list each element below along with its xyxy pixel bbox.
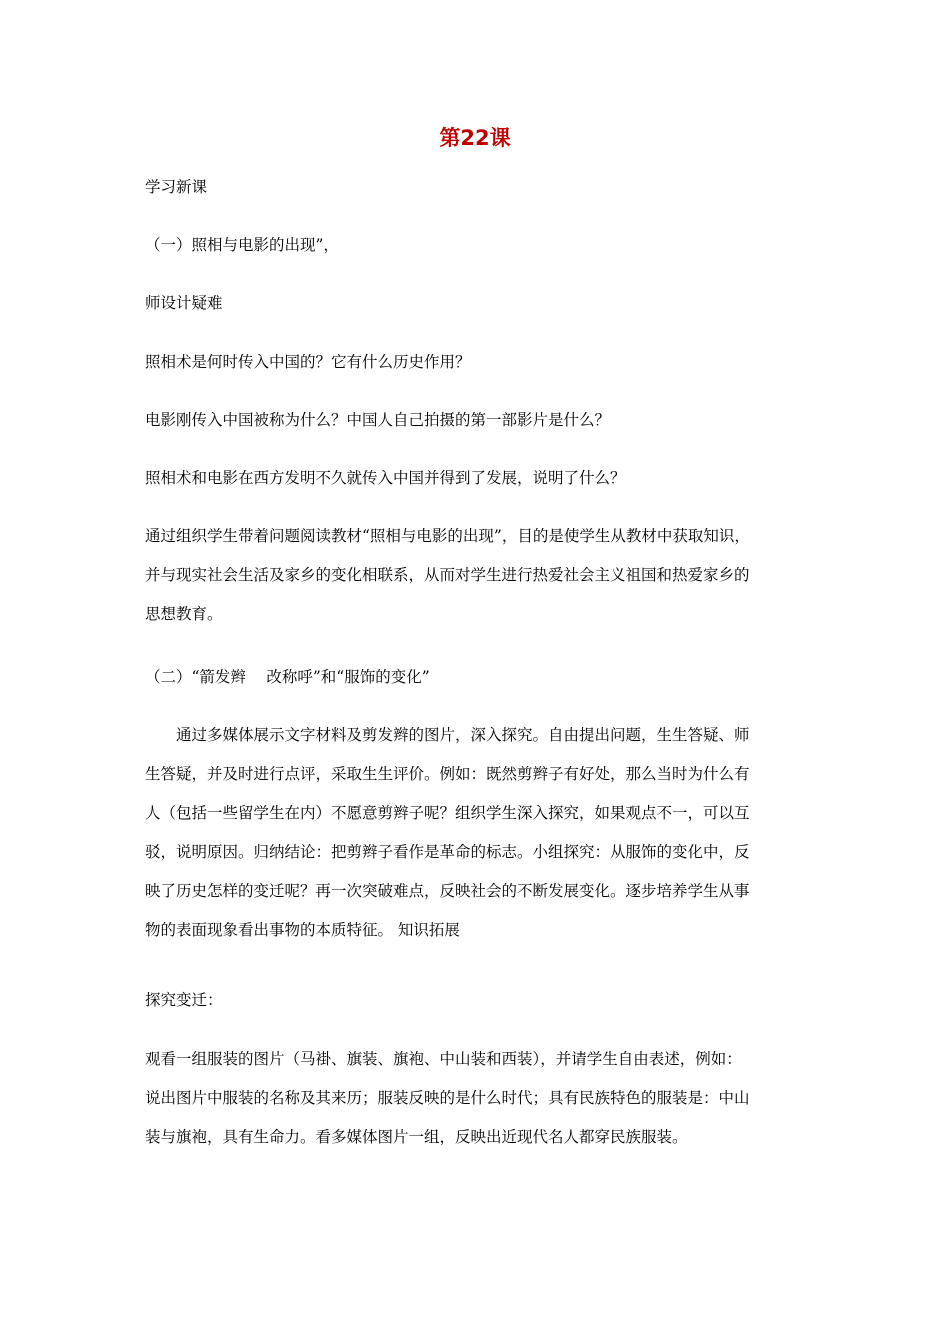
part2-body-line: 物的表面现象看出事物的本质特征。 知识拓展 <box>145 921 460 939</box>
section-heading: 学习新课 <box>145 178 208 196</box>
part2-body-line: 通过多媒体展示文字材料及剪发辫的图片，深入探究。自由提出问题，生生答疑、师 <box>176 726 750 744</box>
page-title: 第22课 <box>439 126 511 150</box>
extension-body <box>145 1040 813 1157</box>
part1-heading: （一）照相与电影的出现”， <box>145 236 339 254</box>
part2-body-line: 驳，说明原因。归纳结论：把剪辫子看作是革命的标志。小组探究：从服饰的变化中，反 <box>145 843 750 861</box>
part2-body-line: 生答疑，并及时进行点评，采取生生评价。例如：既然剪辫子有好处，那么当时为什么有 <box>145 765 750 783</box>
question-3: 照相术和电影在西方发明不久就传入中国并得到了发展，说明了什么？ <box>145 469 626 487</box>
part2-body-line: 映了历史怎样的变迁呢？再一次突破难点，反映社会的不断发展变化。逐步培养学生从事 <box>145 882 750 900</box>
extension-body-line: 说出图片中服装的名称及其来历；服装反映的是什么时代；具有民族特色的服装是：中山 <box>145 1089 750 1107</box>
teacher-label: 师设计疑难 <box>145 294 223 312</box>
part1-summary-line: 并与现实社会生活及家乡的变化相联系，从而对学生进行热爱社会主义祖国和热爱家乡的 <box>145 566 750 584</box>
part2-body-line: 人（包括一些留学生在内）不愿意剪辫子呢？组织学生深入探究，如果观点不一，可以互 <box>145 804 750 822</box>
question-1: 照相术是何时传入中国的？它有什么历史作用？ <box>145 353 471 371</box>
extension-heading: 探究变迁： <box>145 991 223 1009</box>
part2-body <box>145 716 813 950</box>
part1-summary <box>145 517 813 634</box>
part2-heading: （二）“箭发辫 改称呼”和“服饰的变化” <box>145 668 430 686</box>
extension-body-line: 观看一组服装的图片（马褂、旗装、旗袍、中山装和西装），并请学生自由表述，例如： <box>145 1050 742 1068</box>
question-2: 电影刚传入中国被称为什么？中国人自己拍摄的第一部影片是什么？ <box>145 411 611 429</box>
part1-summary-line: 通过组织学生带着问题阅读教材“照相与电影的出现”，目的是使学生从教材中获取知识， <box>145 527 750 545</box>
part1-summary-line: 思想教育。 <box>145 605 223 623</box>
extension-body-line: 装与旗袍，具有生命力。看多媒体图片一组，反映出近现代名人都穿民族服装。 <box>145 1128 688 1146</box>
